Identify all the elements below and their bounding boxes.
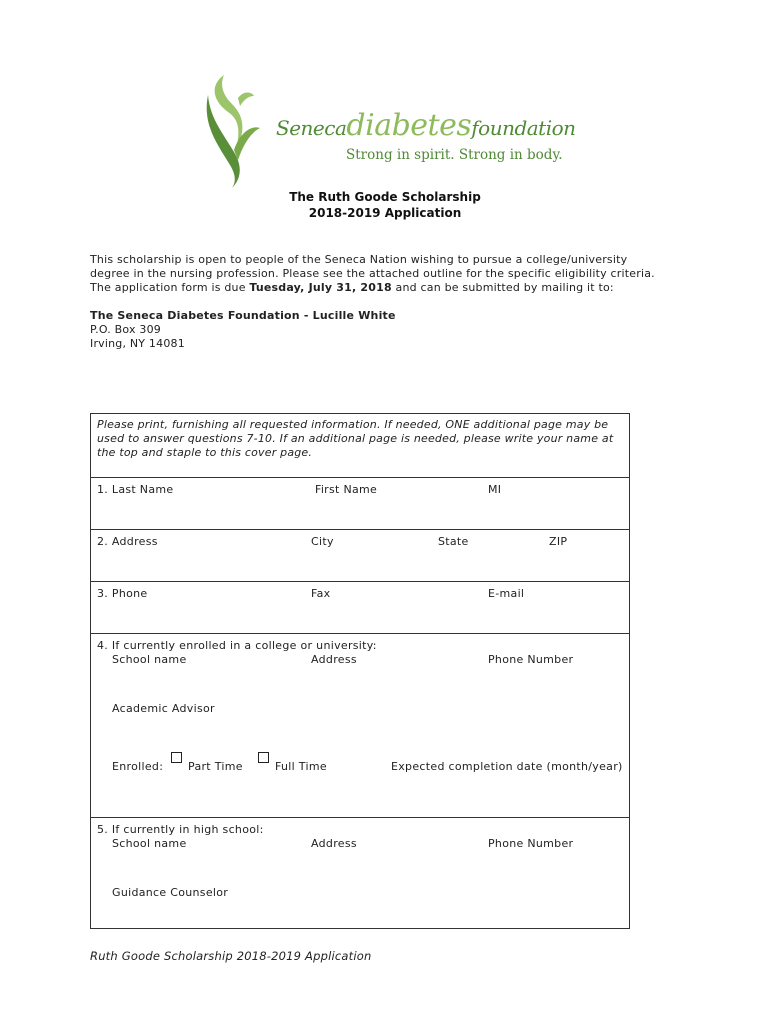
seneca-diabetes-foundation-logo — [200, 70, 580, 195]
logo-tagline: Strong in spirit. Strong in body. — [346, 147, 563, 163]
academic-advisor-field[interactable]: Academic Advisor — [112, 702, 215, 715]
logo-word-foundation: foundation — [471, 116, 576, 140]
email-field[interactable]: E-mail — [488, 587, 525, 600]
mailing-city: Irving, NY 14081 — [90, 337, 185, 350]
mailing-org: The Seneca Diabetes Foundation - Lucille White — [90, 309, 396, 322]
first-name-field[interactable]: First Name — [315, 483, 378, 496]
intro-line-2: degree in the nursing profession. Please see the attached outline for the specific eligibility criteria. — [90, 267, 655, 280]
full-time-label: Full Time — [275, 760, 327, 773]
mailing-address — [90, 309, 396, 351]
guidance-counselor-field[interactable]: Guidance Counselor — [112, 886, 229, 899]
row-name — [91, 477, 629, 530]
college-heading: 4. If currently enrolled in a college or university: — [97, 639, 377, 652]
last-name-field[interactable]: 1. Last Name — [97, 483, 174, 496]
enrolled-label: Enrolled: — [112, 760, 164, 773]
due-date: Tuesday, July 31, 2018 — [249, 281, 392, 294]
fax-field[interactable]: Fax — [311, 587, 331, 600]
mi-field[interactable]: MI — [488, 483, 502, 496]
address-field[interactable]: 2. Address — [97, 535, 158, 548]
logo-word-diabetes: diabetes — [346, 108, 472, 143]
row-contact — [91, 581, 629, 634]
full-time-checkbox[interactable] — [258, 752, 269, 763]
hs-address-field[interactable]: Address — [311, 837, 357, 850]
logo-word-seneca: Seneca — [276, 116, 347, 140]
form-instructions: Please print, furnishing all requested information. If needed, ONE additional page may be used to answer questions 7-10. If an additional page is needed, please write your name at the top and staple to this cover page. — [97, 418, 614, 459]
phone-field[interactable]: 3. Phone — [97, 587, 148, 600]
row-college — [91, 633, 629, 818]
part-time-checkbox[interactable] — [171, 752, 182, 763]
application-form — [90, 413, 630, 929]
intro-line-3 — [90, 281, 690, 295]
page-footer: Ruth Goode Scholarship 2018-2019 Application — [90, 949, 372, 963]
college-address-field[interactable]: Address — [311, 653, 357, 666]
document-subtitle: 2018-2019 Application — [308, 206, 462, 220]
intro-line-3-end: and can be submitted by mailing it to: — [391, 281, 614, 294]
row-address — [91, 529, 629, 582]
hs-school-name-field[interactable]: School name — [112, 837, 187, 850]
completion-date-field[interactable]: Expected completion date (month/year) — [391, 760, 623, 773]
state-field[interactable]: State — [438, 535, 469, 548]
college-school-name-field[interactable]: School name — [112, 653, 187, 666]
intro-line-3-start: The application form is due — [90, 281, 250, 294]
part-time-label: Part Time — [188, 760, 243, 773]
college-phone-field[interactable]: Phone Number — [488, 653, 574, 666]
city-field[interactable]: City — [311, 535, 334, 548]
hs-phone-field[interactable]: Phone Number — [488, 837, 574, 850]
document-title: The Ruth Goode Scholarship — [289, 190, 481, 204]
intro-line-1: This scholarship is open to people of the Seneca Nation wishing to pursue a college/university — [90, 253, 628, 266]
high-school-heading: 5. If currently in high school: — [97, 823, 264, 836]
zip-field[interactable]: ZIP — [549, 535, 568, 548]
row-high-school — [91, 817, 629, 930]
intro-paragraph — [90, 253, 690, 295]
mailing-po-box: P.O. Box 309 — [90, 323, 161, 336]
